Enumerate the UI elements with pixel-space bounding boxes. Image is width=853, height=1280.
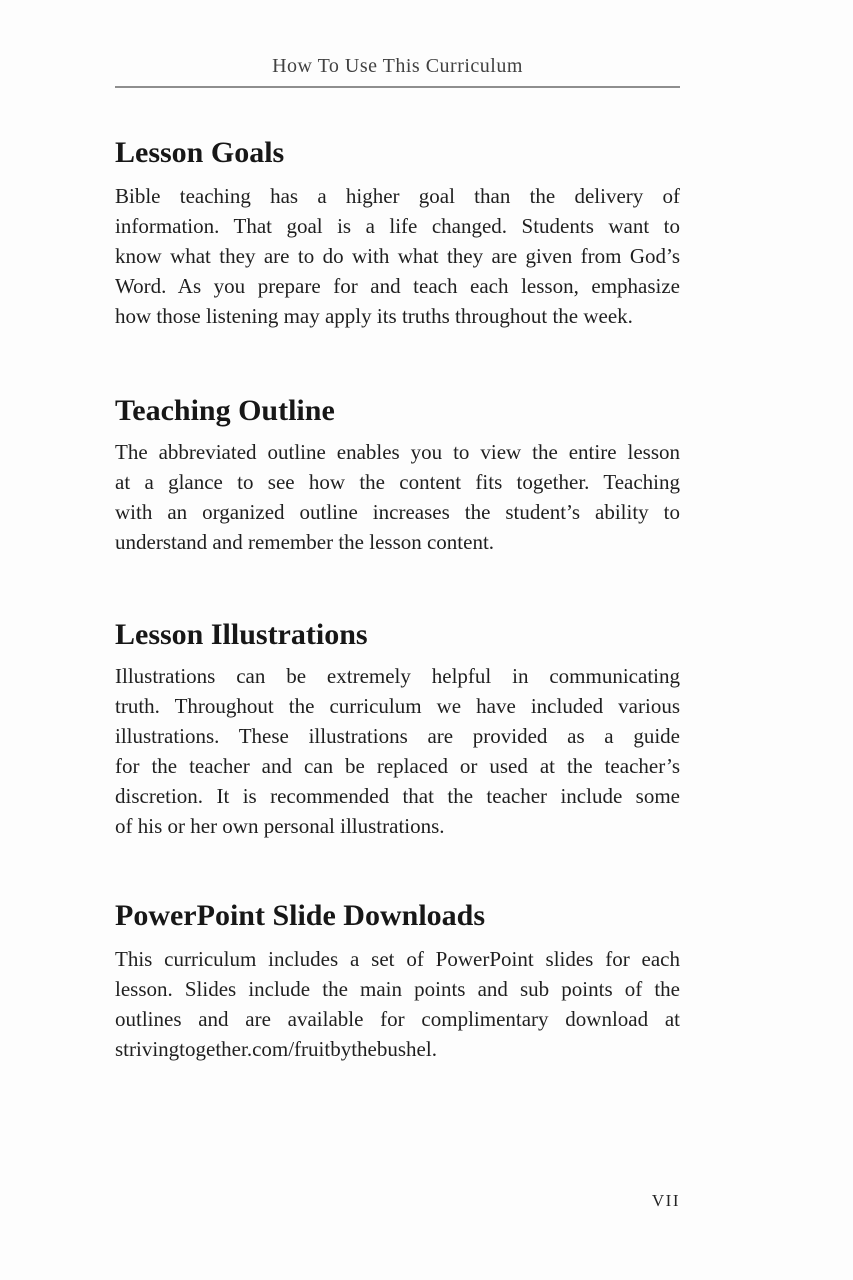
paragraph-powerpoint-slide-downloads [115,944,680,1064]
section-heading-powerpoint-slide-downloads: PowerPoint Slide Downloads [115,899,486,932]
paragraph-line: understand and remember the lesson content. [115,530,495,554]
paragraph-lesson-illustrations [115,661,680,841]
paragraph-line: discretion. It is recommended that the teacher include some [115,784,680,808]
paragraph-lesson-goals [115,181,680,331]
paragraph-line: lesson. Slides include the main points and sub points of the [115,977,680,1001]
section-heading-teaching-outline: Teaching Outline [115,394,335,427]
header-rule [115,86,680,88]
paragraph-line: illustrations. These illustrations are provided as a guide [115,724,680,748]
paragraph-line: Word. As you prepare for and teach each lesson, emphasize [115,274,680,298]
page-number: VII [651,1191,680,1210]
paragraph-line: Illustrations can be extremely helpful in communicating [115,664,680,688]
section-heading-lesson-goals: Lesson Goals [115,136,285,169]
paragraph-teaching-outline [115,437,680,557]
paragraph-line: information. That goal is a life changed. Students want to [115,214,680,238]
paragraph-line: strivingtogether.com/fruitbythebushel. [115,1037,437,1061]
page-content [115,0,680,1064]
paragraph-line: outlines and are available for complimentary download at [115,1007,680,1031]
paragraph-line: with an organized outline increases the student’s ability to [115,500,680,524]
paragraph-line: Bible teaching has a higher goal than the delivery of [115,184,680,208]
paragraph-line: of his or her own personal illustrations. [115,814,445,838]
paragraph-line: at a glance to see how the content fits together. Teaching [115,470,680,494]
paragraph-line: truth. Throughout the curriculum we have included various [115,694,680,718]
paragraph-line: The abbreviated outline enables you to view the entire lesson [115,440,680,464]
paragraph-line: for the teacher and can be replaced or used at the teacher’s [115,754,680,778]
paragraph-line: how those listening may apply its truths throughout the week. [115,304,633,328]
running-head: How To Use This Curriculum [272,55,523,77]
paragraph-line: know what they are to do with what they are given from God’s [115,244,680,268]
paragraph-line: This curriculum includes a set of PowerPoint slides for each [115,947,680,971]
section-heading-lesson-illustrations: Lesson Illustrations [115,618,368,651]
